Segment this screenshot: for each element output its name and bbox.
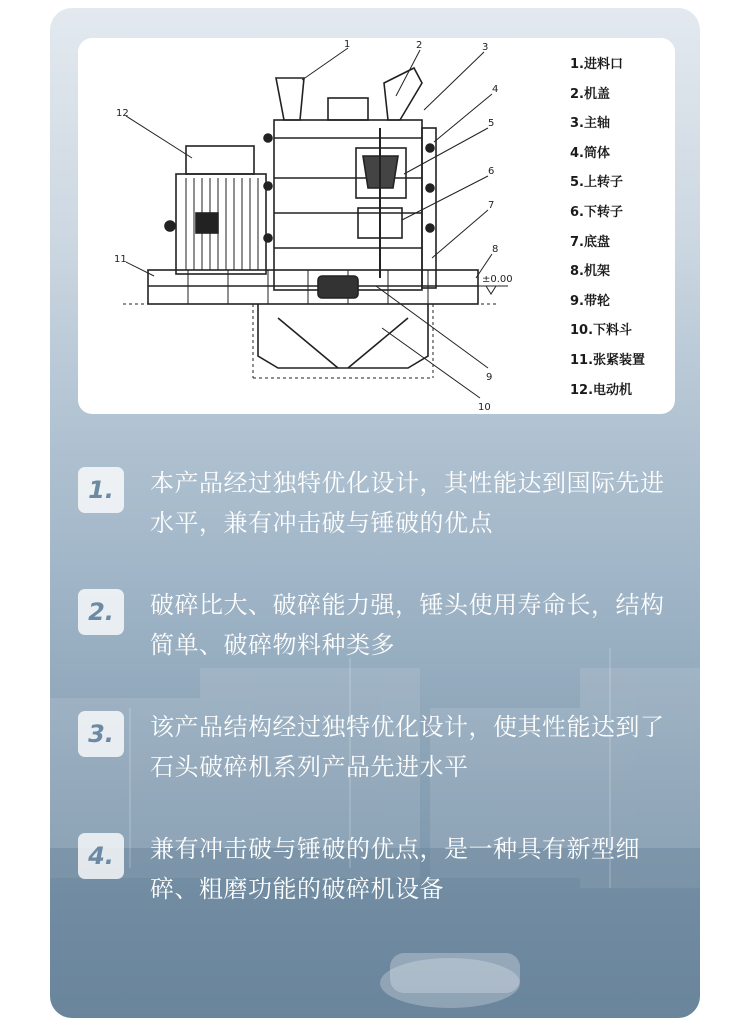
callout-7: 7	[488, 200, 495, 211]
legend-item-tensioner: 11.张紧装置	[570, 352, 646, 368]
legend-item-upper-rotor: 5.上转子	[570, 175, 623, 191]
callout-6: 6	[488, 166, 495, 177]
discharge-hopper	[258, 304, 428, 368]
callout-1: 1	[344, 39, 351, 50]
ground-level-mark: ±0.00	[482, 274, 513, 285]
feed-inlet-left	[276, 78, 304, 120]
callout-10: 10	[478, 402, 491, 413]
legend-item-discharge-hopper: 10.下料斗	[570, 323, 633, 339]
legend-item-lower-rotor: 6.下转子	[570, 204, 623, 220]
legend-item-main-shaft: 3.主轴	[570, 116, 610, 132]
legend-item-frame: 8.机架	[570, 264, 610, 280]
legend-item-feed-inlet: 1.进料口	[570, 57, 623, 72]
legend-item-cover: 2.机盖	[570, 86, 610, 102]
motor-top	[186, 146, 254, 174]
crusher-cylinder	[274, 120, 422, 290]
feature-text: 兼有冲击破与锤破的优点，是一种具有新型细碎、粗磨功能的破碎机设备	[150, 835, 640, 903]
crusher-structure-diagram	[78, 38, 675, 414]
legend-item-chassis: 7.底盘	[570, 234, 610, 250]
callout-12: 12	[116, 108, 129, 119]
callout-3: 3	[482, 42, 489, 53]
feature-number-badge: 1.	[78, 467, 124, 513]
callout-11: 11	[114, 254, 127, 265]
callout-8: 8	[492, 244, 499, 255]
feature-number-badge: 4.	[78, 833, 124, 879]
product-card	[50, 8, 700, 1018]
callout-5: 5	[488, 118, 495, 129]
motor-body	[176, 174, 266, 274]
legend-item-cylinder: 4.筒体	[570, 145, 610, 161]
feature-text: 该产品结构经过独特优化设计，使其性能达到了石头破碎机系列产品先进水平	[150, 713, 665, 781]
feature-text: 本产品经过独特优化设计，其性能达到国际先进水平，兼有冲击破与锤破的优点	[150, 469, 665, 537]
callout-2: 2	[416, 40, 423, 51]
feed-inlet-right	[384, 68, 422, 120]
feature-number-badge: 2.	[78, 589, 124, 635]
legend-item-motor: 12.电动机	[570, 382, 633, 398]
feature-number-badge: 3.	[78, 711, 124, 757]
callout-4: 4	[492, 84, 499, 95]
legend-item-pulley: 9.带轮	[570, 293, 610, 309]
parts-legend	[570, 50, 670, 405]
callout-9: 9	[486, 372, 493, 383]
feature-text: 破碎比大、破碎能力强，锤头使用寿命长，结构简单、破碎物料种类多	[150, 591, 665, 659]
